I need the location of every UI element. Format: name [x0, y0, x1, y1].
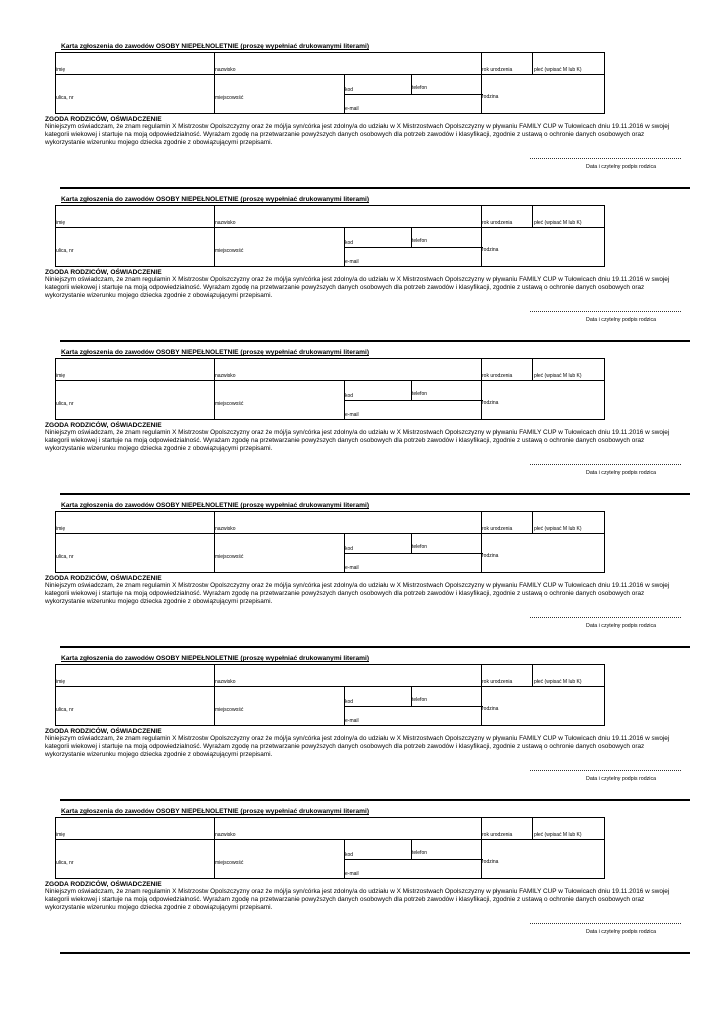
signature-caption: Data i czytelny podpis rodzica — [586, 470, 657, 476]
consent-text: Niniejszym oświadczam, że znam regulamin X Mistrzostw Opolszczyzny oraz że mój/ja syn/córka jest zdolny/a do udziału w X Mistrzostwach Opolszczyzny w pływaniu FAMILY CUP w Tułowicach dniu 19.11.2016 w swojej kategorii wiekowej i startuje na moją odpowiedzialność. Wyrażam zgodę na przetwarzanie powyższych danych osobowych dla potrzeb zawodów i klasyfikacji, zgodnie z ustawą o ochronie danych osobowych oraz wykorzystanie wizerunku mojego dziecka zgodnie z obowiązującymi przepisami. — [45, 429, 670, 453]
signature-caption: Data i czytelny podpis rodzica — [586, 623, 657, 629]
phone-field[interactable]: telefon — [412, 85, 428, 91]
grid-line — [604, 664, 605, 726]
grid-line — [55, 74, 605, 75]
grid-line — [604, 358, 605, 420]
first-name-field[interactable]: imię — [56, 373, 66, 379]
city-field[interactable]: miejscowość — [215, 401, 244, 407]
grid-line — [214, 205, 215, 267]
consent-heading: ZGODA RODZICÓW, OŚWIADCZENIE — [45, 269, 162, 276]
grid-line — [411, 74, 412, 94]
first-name-field[interactable]: imię — [56, 526, 66, 532]
gender-field[interactable]: płeć (wpisać M lub K) — [534, 832, 582, 838]
postal-code-field[interactable]: kod — [345, 393, 354, 399]
last-name-field[interactable]: nazwisko — [215, 373, 236, 379]
first-name-field[interactable]: imię — [56, 832, 66, 838]
grid-line — [411, 686, 412, 706]
registration-card — [0, 769, 724, 935]
grid-line — [214, 664, 215, 726]
consent-heading: ZGODA RODZICÓW, OŚWIADCZENIE — [45, 422, 162, 429]
gender-field[interactable]: płeć (wpisać M lub K) — [534, 526, 582, 532]
consent-text: Niniejszym oświadczam, że znam regulamin X Mistrzostw Opolszczyzny oraz że mój/ja syn/córka jest zdolny/a do udziału w X Mistrzostwach Opolszczyzny w pływaniu FAMILY CUP w Tułowicach dniu 19.11.2016 w swojej kategorii wiekowej i startuje na moją odpowiedzialność. Wyrażam zgodę na przetwarzanie powyższych danych osobowych dla potrzeb zawodów i klasyfikacji, zgodnie z ustawą o ochronie danych osobowych oraz wykorzystanie wizerunku mojego dziecka zgodnie z obowiązującymi przepisami. — [45, 123, 670, 147]
last-name-field[interactable]: nazwisko — [215, 679, 236, 685]
birth-year-field[interactable]: rok urodzenia — [482, 526, 513, 532]
grid-line — [55, 511, 605, 512]
street-field[interactable]: ulica, nr — [56, 401, 74, 407]
entry-grid — [55, 358, 605, 420]
phone-field[interactable]: telefon — [412, 544, 428, 550]
family-field[interactable]: rodzina — [482, 94, 499, 100]
email-field[interactable]: e-mail — [345, 718, 359, 724]
entry-grid — [55, 511, 605, 573]
grid-line — [55, 205, 56, 267]
gender-field[interactable]: płeć (wpisać M lub K) — [534, 679, 582, 685]
email-field[interactable]: e-mail — [345, 871, 359, 877]
grid-line — [481, 358, 482, 420]
registration-card — [0, 463, 724, 629]
grid-line — [55, 113, 605, 114]
registration-card — [0, 4, 724, 170]
entry-grid — [55, 817, 605, 879]
last-name-field[interactable]: nazwisko — [215, 526, 236, 532]
grid-line — [55, 511, 56, 573]
grid-line — [55, 664, 605, 665]
grid-line — [55, 205, 605, 206]
grid-line — [532, 817, 533, 839]
grid-line — [55, 686, 605, 687]
grid-line — [55, 358, 605, 359]
grid-line — [55, 572, 605, 573]
card-title: Karta zgłoszenia do zawodów OSOBY NIEPEŁNOLETNIE (proszę wypełniać drukowanymi literami) — [61, 808, 370, 815]
postal-code-field[interactable]: kod — [345, 546, 354, 552]
grid-line — [55, 817, 605, 818]
birth-year-field[interactable]: rok urodzenia — [482, 67, 513, 73]
grid-line — [481, 817, 482, 879]
birth-year-field[interactable]: rok urodzenia — [482, 220, 513, 226]
grid-line — [532, 511, 533, 533]
grid-line — [532, 664, 533, 686]
signature-caption: Data i czytelny podpis rodzica — [586, 929, 657, 935]
street-field[interactable]: ulica, nr — [56, 554, 74, 560]
consent-text: Niniejszym oświadczam, że znam regulamin X Mistrzostw Opolszczyzny oraz że mój/ja syn/córka jest zdolny/a do udziału w X Mistrzostwach Opolszczyzny w pływaniu FAMILY CUP w Tułowicach dniu 19.11.2016 w swojej kategorii wiekowej i startuje na moją odpowiedzialność. Wyrażam zgodę na przetwarzanie powyższych danych osobowych dla potrzeb zawodów i klasyfikacji, zgodnie z ustawą o ochronie danych osobowych oraz wykorzystanie wizerunku mojego dziecka zgodnie z obowiązującymi przepisami. — [45, 582, 670, 606]
grid-line — [55, 533, 605, 534]
consent-text: Niniejszym oświadczam, że znam regulamin X Mistrzostw Opolszczyzny oraz że mój/ja syn/córka jest zdolny/a do udziału w X Mistrzostwach Opolszczyzny w pływaniu FAMILY CUP w Tułowicach dniu 19.11.2016 w swojej kategorii wiekowej i startuje na moją odpowiedzialność. Wyrażam zgodę na przetwarzanie powyższych danych osobowych dla potrzeb zawodów i klasyfikacji, zgodnie z ustawą o ochronie danych osobowych oraz wykorzystanie wizerunku mojego dziecka zgodnie z obowiązującymi przepisami. — [45, 276, 670, 300]
family-field[interactable]: rodzina — [482, 247, 499, 253]
gender-field[interactable]: płeć (wpisać M lub K) — [534, 67, 582, 73]
grid-line — [345, 400, 483, 401]
grid-line — [55, 358, 56, 420]
signature-caption: Data i czytelny podpis rodzica — [586, 776, 657, 782]
street-field[interactable]: ulica, nr — [56, 860, 74, 866]
phone-field[interactable]: telefon — [412, 391, 428, 397]
postal-code-field[interactable]: kod — [345, 699, 354, 705]
entry-grid — [55, 205, 605, 267]
consent-heading: ZGODA RODZICÓW, OŚWIADCZENIE — [45, 116, 162, 123]
postal-code-field[interactable]: kod — [345, 87, 354, 93]
grid-line — [55, 380, 605, 381]
city-field[interactable]: miejscowość — [215, 707, 244, 713]
street-field[interactable]: ulica, nr — [56, 248, 74, 254]
signature-line[interactable] — [530, 923, 681, 924]
signature-caption: Data i czytelny podpis rodzica — [586, 164, 657, 170]
family-field[interactable]: rodzina — [482, 706, 499, 712]
birth-year-field[interactable]: rok urodzenia — [482, 679, 513, 685]
grid-line — [481, 205, 482, 267]
email-field[interactable]: e-mail — [345, 565, 359, 571]
grid-line — [604, 52, 605, 114]
grid-line — [55, 52, 605, 53]
entry-grid — [55, 52, 605, 114]
birth-year-field[interactable]: rok urodzenia — [482, 373, 513, 379]
grid-line — [345, 859, 483, 860]
last-name-field[interactable]: nazwisko — [215, 220, 236, 226]
grid-line — [55, 419, 605, 420]
city-field[interactable]: miejscowość — [215, 95, 244, 101]
grid-line — [55, 878, 605, 879]
grid-line — [214, 817, 215, 879]
card-title: Karta zgłoszenia do zawodów OSOBY NIEPEŁNOLETNIE (proszę wypełniać drukowanymi literami) — [61, 502, 370, 509]
street-field[interactable]: ulica, nr — [56, 95, 74, 101]
first-name-field[interactable]: imię — [56, 67, 66, 73]
grid-line — [345, 94, 483, 95]
registration-card — [0, 616, 724, 782]
gender-field[interactable]: płeć (wpisać M lub K) — [534, 373, 582, 379]
grid-line — [411, 380, 412, 400]
consent-text: Niniejszym oświadczam, że znam regulamin X Mistrzostw Opolszczyzny oraz że mój/ja syn/córka jest zdolny/a do udziału w X Mistrzostwach Opolszczyzny w pływaniu FAMILY CUP w Tułowicach dniu 19.11.2016 w swojej kategorii wiekowej i startuje na moją odpowiedzialność. Wyrażam zgodę na przetwarzanie powyższych danych osobowych dla potrzeb zawodów i klasyfikacji, zgodnie z ustawą o ochronie danych osobowych oraz wykorzystanie wizerunku mojego dziecka zgodnie z obowiązującymi przepisami. — [45, 888, 670, 912]
gender-field[interactable]: płeć (wpisać M lub K) — [534, 220, 582, 226]
consent-heading: ZGODA RODZICÓW, OŚWIADCZENIE — [45, 728, 162, 735]
grid-line — [214, 358, 215, 420]
grid-line — [345, 706, 483, 707]
city-field[interactable]: miejscowość — [215, 554, 244, 560]
grid-line — [55, 839, 605, 840]
last-name-field[interactable]: nazwisko — [215, 832, 236, 838]
phone-field[interactable]: telefon — [412, 238, 428, 244]
consent-text: Niniejszym oświadczam, że znam regulamin X Mistrzostw Opolszczyzny oraz że mój/ja syn/córka jest zdolny/a do udziału w X Mistrzostwach Opolszczyzny w pływaniu FAMILY CUP w Tułowicach dniu 19.11.2016 w swojej kategorii wiekowej i startuje na moją odpowiedzialność. Wyrażam zgodę na przetwarzanie powyższych danych osobowych dla potrzeb zawodów i klasyfikacji, zgodnie z ustawą o ochronie danych osobowych oraz wykorzystanie wizerunku mojego dziecka zgodnie z obowiązującymi przepisami. — [45, 735, 670, 759]
grid-line — [532, 205, 533, 227]
family-field[interactable]: rodzina — [482, 553, 499, 559]
card-title: Karta zgłoszenia do zawodów OSOBY NIEPEŁNOLETNIE (proszę wypełniać drukowanymi literami) — [61, 196, 370, 203]
grid-line — [214, 511, 215, 573]
grid-line — [532, 52, 533, 74]
card-title: Karta zgłoszenia do zawodów OSOBY NIEPEŁNOLETNIE (proszę wypełniać drukowanymi literami) — [61, 43, 370, 50]
family-field[interactable]: rodzina — [482, 400, 499, 406]
grid-line — [55, 725, 605, 726]
grid-line — [345, 553, 483, 554]
email-field[interactable]: e-mail — [345, 106, 359, 112]
registration-card — [0, 157, 724, 323]
first-name-field[interactable]: imię — [56, 679, 66, 685]
grid-line — [604, 511, 605, 573]
entry-grid — [55, 664, 605, 726]
city-field[interactable]: miejscowość — [215, 248, 244, 254]
grid-line — [411, 839, 412, 859]
last-name-field[interactable]: nazwisko — [215, 67, 236, 73]
grid-line — [411, 227, 412, 247]
email-field[interactable]: e-mail — [345, 412, 359, 418]
registration-card — [0, 310, 724, 476]
consent-heading: ZGODA RODZICÓW, OŚWIADCZENIE — [45, 575, 162, 582]
grid-line — [55, 227, 605, 228]
grid-line — [55, 817, 56, 879]
signature-caption: Data i czytelny podpis rodzica — [586, 317, 657, 323]
card-separator — [60, 952, 690, 954]
phone-field[interactable]: telefon — [412, 850, 428, 856]
grid-line — [532, 358, 533, 380]
grid-line — [604, 817, 605, 879]
grid-line — [604, 205, 605, 267]
grid-line — [411, 533, 412, 553]
grid-line — [55, 52, 56, 114]
card-title: Karta zgłoszenia do zawodów OSOBY NIEPEŁNOLETNIE (proszę wypełniać drukowanymi literami) — [61, 349, 370, 356]
family-field[interactable]: rodzina — [482, 859, 499, 865]
postal-code-field[interactable]: kod — [345, 240, 354, 246]
grid-line — [481, 52, 482, 114]
grid-line — [481, 511, 482, 573]
grid-line — [55, 266, 605, 267]
grid-line — [345, 247, 483, 248]
birth-year-field[interactable]: rok urodzenia — [482, 832, 513, 838]
grid-line — [481, 664, 482, 726]
first-name-field[interactable]: imię — [56, 220, 66, 226]
street-field[interactable]: ulica, nr — [56, 707, 74, 713]
consent-heading: ZGODA RODZICÓW, OŚWIADCZENIE — [45, 881, 162, 888]
grid-line — [55, 664, 56, 726]
email-field[interactable]: e-mail — [345, 259, 359, 265]
card-title: Karta zgłoszenia do zawodów OSOBY NIEPEŁNOLETNIE (proszę wypełniać drukowanymi literami) — [61, 655, 370, 662]
city-field[interactable]: miejscowość — [215, 860, 244, 866]
phone-field[interactable]: telefon — [412, 697, 428, 703]
grid-line — [214, 52, 215, 114]
postal-code-field[interactable]: kod — [345, 852, 354, 858]
